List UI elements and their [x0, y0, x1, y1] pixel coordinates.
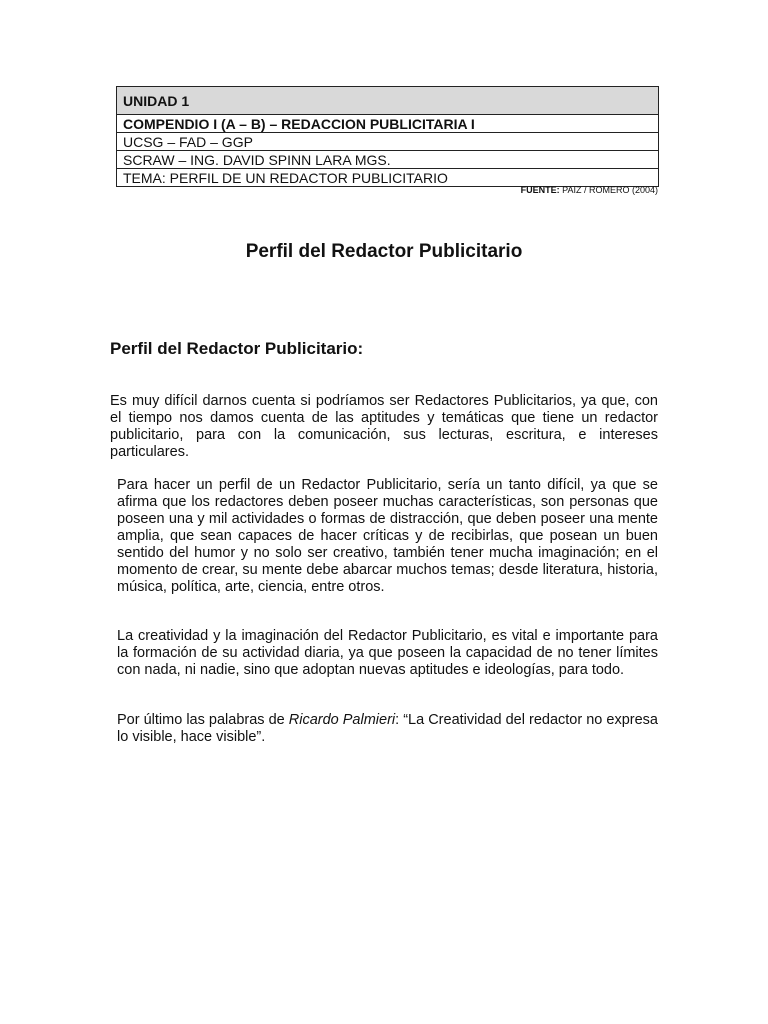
source-label: FUENTE:: [520, 185, 560, 195]
quoted-author: Ricardo Palmieri: [288, 712, 396, 728]
header-row-institution: [117, 133, 659, 151]
paragraph-3: La creatividad y la imaginación del Redactor Publicitario, es vital e importante para la formación de su actividad diaria, ya que poseen la capacidad de no tener límites con nada, ni nadie, sino que adoptan nuevas aptitudes e ideologías, para todo.: [117, 628, 658, 678]
header-row-author: [117, 151, 659, 169]
header-institution: UCSG – FAD – GGP: [117, 133, 659, 151]
source-value: PAIZ / ROMERO (2004): [559, 185, 658, 195]
paragraph-1: Es muy difícil darnos cuenta si podríamos ser Redactores Publicitarios, ya que, con el tiempo nos damos cuenta de las aptitudes y temáticas que tiene un redactor publicitario, para con la comunicación, sus lecturas, escritura, e intereses particulares.: [110, 393, 658, 460]
header-author: SCRAW – ING. DAVID SPINN LARA MGS.: [117, 151, 659, 169]
header-compendium: COMPENDIO I (A – B) – REDACCION PUBLICITARIA I: [117, 115, 659, 133]
source-citation: [521, 185, 658, 195]
header-unit: UNIDAD 1: [117, 87, 659, 115]
header-row-topic: [117, 169, 659, 187]
header-topic: TEMA: PERFIL DE UN REDACTOR PUBLICITARIO: [117, 169, 659, 187]
paragraph-4: [117, 712, 658, 746]
header-table: [116, 86, 659, 187]
document-title: Perfil del Redactor Publicitario: [245, 241, 523, 262]
section-heading: Perfil del Redactor Publicitario:: [110, 339, 364, 358]
paragraph-4-quote: : “La Creatividad del redactor no expresa lo visible, hace visible”.: [117, 712, 658, 745]
paragraph-4-prefix: Por último las palabras de: [117, 712, 289, 728]
header-row-unit: [117, 87, 659, 115]
paragraph-2: Para hacer un perfil de un Redactor Publicitario, sería un tanto difícil, ya que se afirma que los redactores deben poseer muchas características, son personas que poseen una y mil actividades o formas de distracción, que deben poseer una mente amplia, que sean capaces de hacer críticas y de recibirlas, que posean un buen sentido del humor y no solo ser creativo, también tener mucha imaginación; en el momento de crear, su mente debe abarcar muchos temas; desde literatura, historia, música, política, arte, ciencia, entre otros.: [117, 477, 658, 595]
header-row-compendium: [117, 115, 659, 133]
